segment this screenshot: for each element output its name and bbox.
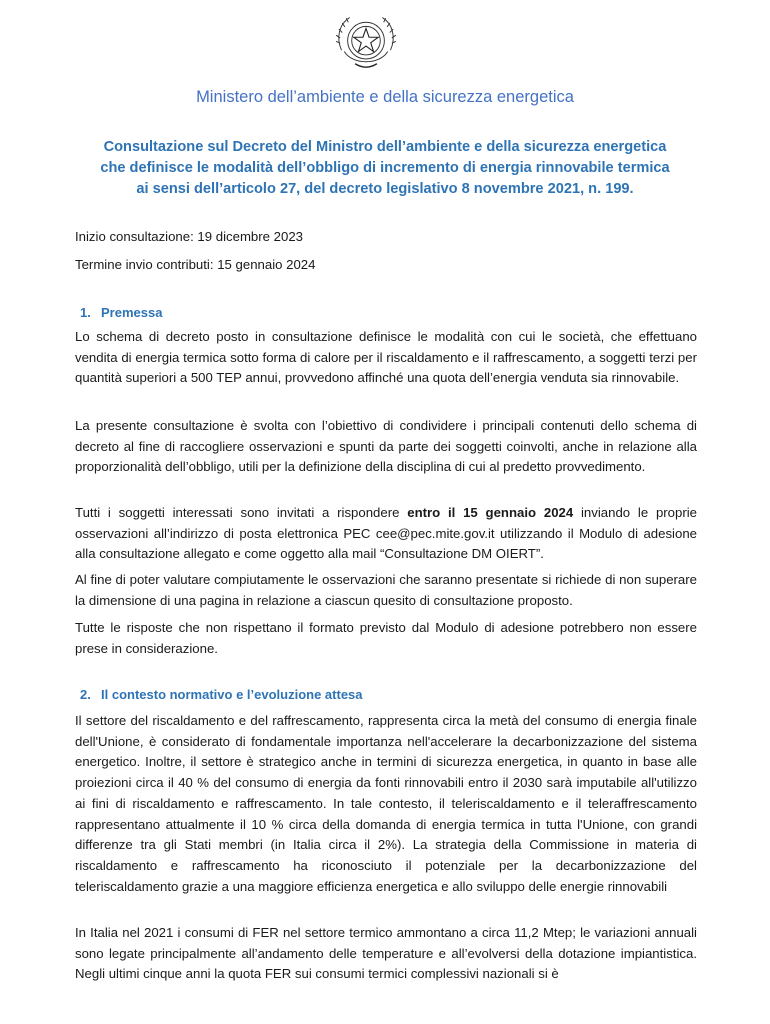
paragraph: Tutte le risposte che non rispettano il formato previsto dal Modulo di adesione potrebbero non essere prese in considerazione. [75, 620, 697, 656]
deadline-emphasis: entro il 15 gennaio 2024 [407, 505, 574, 520]
italian-republic-emblem-icon [332, 8, 400, 76]
section-title: Premessa [101, 305, 163, 320]
paragraph-text: inviando le proprie osservazioni all’indirizzo di posta elettronica PEC cee@pec.mite.gov.it utilizzando il Modulo di adesione alla consultazione allegato e come oggetto alla mail “Consultazione DM OIERT”. [75, 505, 697, 562]
paragraph: La presente consultazione è svolta con l’obiettivo di condividere i principali contenuti dello schema di decreto al fine di raccogliere osservazioni e spunti da parte dei soggetti coinvolti, anche in relazione alla proporzionalità dell’obbligo, utili per la definizione della disciplina di cui al predetto provvedimento. [75, 418, 697, 475]
title-line: Consultazione sul Decreto del Ministro dell’ambiente e della sicurezza energetica [103, 139, 667, 155]
section-heading-premessa [80, 305, 162, 320]
paragraph [75, 503, 697, 565]
contribution-deadline: Termine invio contributi: 15 gennaio 2024 [75, 257, 316, 272]
paragraph: In Italia nel 2021 i consumi di FER nel settore termico ammontano a circa 11,2 Mtep; le variazioni annuali sono legate principalmente all’andamento delle temperature e all’evolversi della dotazione impiantistica. Negli ultimi cinque anni la quota FER sui consumi termici complessivi nazionali si è [75, 925, 697, 982]
section-number: 1. [80, 305, 91, 320]
paragraph-text: Tutti i soggetti interessati sono invitati a rispondere [75, 505, 408, 520]
title-line: ai sensi dell’articolo 27, del decreto legislativo 8 novembre 2021, n. 199. [136, 181, 634, 197]
ministry-name: Ministero dell’ambiente e della sicurezza energetica [196, 88, 574, 106]
section-heading-contesto-normativo [80, 687, 363, 702]
section-number: 2. [80, 687, 91, 702]
consultation-start-date: Inizio consultazione: 19 dicembre 2023 [75, 229, 303, 244]
title-line: che definisce le modalità dell’obbligo di incremento di energia rinnovabile termica [100, 160, 670, 176]
document-title [60, 137, 710, 200]
paragraph: Lo schema di decreto posto in consultazione definisce le modalità con cui le società, che effettuano vendita di energia termica sotto forma di calore per il riscaldamento e il raffrescamento, a soggetti terzi per quantità superiori a 500 TEP annui, provvedono affinché una quota dell’energia venduta sia rinnovabile. [75, 329, 697, 386]
paragraph: Il settore del riscaldamento e del raffrescamento, rappresenta circa la metà del consumo di energia finale dell'Unione, è considerato di fondamentale importanza nell'accelerare la decarbonizzazione del sistema energetico. Inoltre, il settore è strategico anche in termini di sicurezza energetica, in quanto in base alle proiezioni circa il 40 % del consumo di energia da fonti rinnovabili entro il 2030 sarà imputabile all'utilizzo ai fini di riscaldamento e raffrescamento. In tale contesto, il teleriscaldamento e il teleraffrescamento rappresentano attualmente il 10 % circa della domanda di energia termica in tutta l'Unione, con grandi differenze tra gli Stati membri (in Italia circa il 2%). La strategia della Commissione in materia di riscaldamento e raffrescamento ha riconosciuto il potenziale per la decarbonizzazione del teleriscaldamento grazie a una maggiore efficienza energetica e allo sviluppo delle energie rinnovabili [75, 713, 697, 894]
paragraph: Al fine di poter valutare compiutamente le osservazioni che saranno presentate si richiede di non superare la dimensione di una pagina in relazione a ciascun quesito di consultazione proposto. [75, 572, 697, 608]
section-title: Il contesto normativo e l’evoluzione attesa [101, 687, 363, 702]
